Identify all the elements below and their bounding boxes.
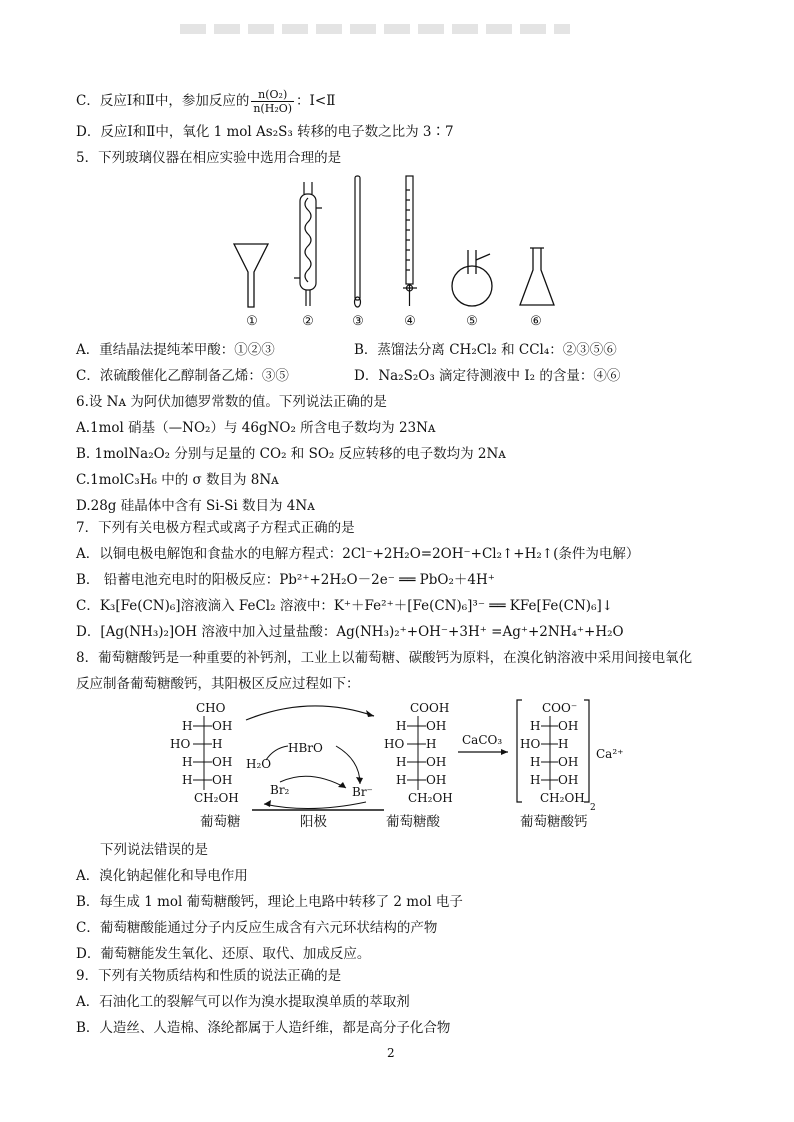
- q6-option-a: A.1mol 硝基（—NO₂）与 46gNO₂ 所含电子数均为 23Nᴀ: [76, 420, 436, 436]
- calcium-gluconate-structure: [517, 700, 623, 813]
- glassware-label-3: ③: [352, 314, 364, 329]
- fraction-numerator: n(O₂): [251, 88, 294, 102]
- q8-option-a: A．溴化钠起催化和导电作用: [76, 868, 248, 884]
- gluconic-row4-right: OH: [426, 773, 447, 787]
- q7-option-d: D．[Ag(NH₃)₂]OH 溶液中加入过量盐酸：Ag(NH₃)₂⁺+OH⁻+3H⁺ =Ag⁺+2NH₄⁺+H₂O: [76, 624, 624, 640]
- condenser-icon: [294, 182, 322, 306]
- glassware-label-4: ④: [404, 314, 416, 329]
- caco3-label: CaCO₃: [462, 733, 503, 747]
- q8-stem-line1: 8．葡萄糖酸钙是一种重要的补钙剂，工业上以葡萄糖、碳酸钙为原料，在溴化钠溶液中采用间接电氧化: [76, 650, 693, 666]
- bracket-subscript: 2: [590, 803, 596, 813]
- gluconic-row1-right: OH: [426, 719, 447, 733]
- bromine-label: Br₂: [270, 783, 290, 797]
- page-number: 2: [387, 1046, 395, 1060]
- caption-gluconic-acid: 葡萄糖酸: [386, 814, 440, 830]
- anode-reaction-diagram: [160, 698, 640, 828]
- oxidation-arrow: [246, 706, 374, 720]
- glucose-row4-left: H: [182, 773, 193, 787]
- q6-option-c: C.1molC₃H₆ 中的 σ 数目为 8Nᴀ: [76, 472, 279, 488]
- glucose-row4-right: OH: [212, 773, 233, 787]
- q5-option-b: B．蒸馏法分离 CH₂Cl₂ 和 CCl₄：②③⑤⑥: [354, 342, 617, 358]
- q4-option-d: D．反应Ⅰ和Ⅱ中，氧化 1 mol As₂S₃ 转移的电子数之比为 3∶7: [76, 124, 454, 140]
- calcium-row4-left: H: [530, 773, 541, 787]
- q4-option-c-suffix: ：Ⅰ<Ⅱ: [296, 93, 336, 109]
- glassware-label-5: ⑤: [466, 314, 478, 329]
- glucose-row1-right: OH: [212, 719, 233, 733]
- water-label: H₂O: [246, 757, 272, 771]
- funnel-icon: [234, 244, 268, 307]
- fraction-denominator: n(H₂O): [253, 102, 293, 115]
- q8-sub-stem: 下列说法错误的是: [100, 842, 208, 858]
- q6-option-b: B. 1molNa₂O₂ 分别与足量的 CO₂ 和 SO₂ 反应转移的电子数均为 2Nᴀ: [76, 446, 506, 462]
- q6-option-d: D.28g 硅晶体中含有 Si-Si 数目为 4Nᴀ: [76, 498, 315, 514]
- gluconic-row1-left: H: [396, 719, 407, 733]
- calcium-top-group: COO⁻: [542, 701, 578, 715]
- glassware-label-1: ①: [246, 314, 258, 329]
- q7-option-b: B． 铅蓄电池充电时的阳极反应：Pb²⁺+2H₂O－2e⁻ ══ PbO₂＋4H⁺: [76, 572, 495, 588]
- caption-calcium-gluconate: 葡萄糖酸钙: [520, 814, 588, 830]
- gluconic-row3-left: H: [396, 755, 407, 769]
- glucose-row1-left: H: [182, 719, 193, 733]
- gluconic-acid-structure: [384, 701, 453, 805]
- q4-option-c: [76, 88, 335, 115]
- q8-option-d: D．葡萄糖能发生氧化、还原、取代、加成反应。: [76, 946, 371, 962]
- distilling-flask-icon: [452, 250, 492, 306]
- q5-option-c: C．浓硫酸催化乙醇制备乙烯：③⑤: [76, 368, 289, 384]
- q7-stem: 7．下列有关电极方程式或离子方程式正确的是: [76, 520, 355, 536]
- q5-option-d: D．Na₂S₂O₃ 滴定待测液中 I₂ 的含量：④⑥: [354, 368, 621, 384]
- gluconic-bottom-group: CH₂OH: [408, 791, 453, 805]
- q7-option-c: C．K₃[Fe(CN)₆]溶液滴入 FeCl₂ 溶液中：K⁺＋Fe²⁺＋[Fe(CN)₆]³⁻ ══ KFe[Fe(CN)₆]↓: [76, 598, 614, 614]
- glucose-row2-left: HO: [170, 737, 191, 751]
- calcium-row3-left: H: [530, 755, 541, 769]
- q8-option-c: C．葡萄糖酸能通过分子内反应生成含有六元环状结构的产物: [76, 920, 438, 936]
- gluconic-row4-left: H: [396, 773, 407, 787]
- calcium-row2-left: HO: [520, 737, 541, 751]
- q5-stem: 5．下列玻璃仪器在相应实验中选用合理的是: [76, 150, 342, 166]
- burette-icon: [403, 176, 417, 306]
- glucose-row2-right: H: [212, 737, 223, 751]
- calcium-bottom-group: CH₂OH: [540, 791, 585, 805]
- q9-option-a: A．石油化工的裂解气可以作为溴水提取溴单质的萃取剂: [76, 994, 410, 1010]
- q8-stem-line2: 反应制备葡萄糖酸钙，其阳极区反应过程如下：: [76, 676, 360, 692]
- glassware-label-6: ⑥: [530, 314, 542, 329]
- q7-option-a: A．以铜电极电解饱和食盐水的电解方程式：2Cl⁻+2H₂O=2OH⁻+Cl₂↑+H₂↑(条件为电解）: [76, 546, 640, 562]
- conical-flask-icon: [520, 248, 554, 305]
- q6-stem: 6.设 Nᴀ 为阿伏加德罗常数的值。下列说法正确的是: [76, 394, 387, 410]
- calcium-ion-label: Ca²⁺: [596, 747, 624, 761]
- ratio-fraction: [251, 88, 294, 115]
- q5-option-a: A．重结晶法提纯苯甲酸：①②③: [76, 342, 275, 358]
- gluconic-row2-left: HO: [384, 737, 405, 751]
- gluconic-top-group: COOH: [410, 701, 450, 715]
- glucose-structure: [170, 701, 239, 805]
- glucose-row3-left: H: [182, 755, 193, 769]
- calcium-row1-right: OH: [558, 719, 579, 733]
- calcium-row1-left: H: [530, 719, 541, 733]
- hbro-label: HBrO: [288, 741, 323, 755]
- q4-option-c-prefix: C．反应Ⅰ和Ⅱ中，参加反应的: [76, 93, 250, 109]
- q9-stem: 9．下列有关物质结构和性质的说法正确的是: [76, 968, 342, 984]
- caption-glucose: 葡萄糖: [200, 814, 241, 830]
- calcium-row4-right: OH: [558, 773, 579, 787]
- bromide-label: Br⁻: [352, 785, 373, 799]
- calcium-row3-right: OH: [558, 755, 579, 769]
- glucose-top-group: CHO: [196, 701, 226, 715]
- thermometer-icon: [355, 176, 361, 307]
- gluconic-row3-right: OH: [426, 755, 447, 769]
- page-header-band: [180, 24, 570, 34]
- glucose-bottom-group: CH₂OH: [194, 791, 239, 805]
- gluconic-row2-right: H: [426, 737, 437, 751]
- glassware-figure: [220, 170, 580, 315]
- calcium-row2-right: H: [558, 737, 569, 751]
- caption-anode: 阳极: [300, 814, 327, 830]
- q8-option-b: B．每生成 1 mol 葡萄糖酸钙，理论上电路中转移了 2 mol 电子: [76, 894, 463, 910]
- q9-option-b: B．人造丝、人造棉、涤纶都属于人造纤维，都是高分子化合物: [76, 1020, 451, 1036]
- glassware-label-2: ②: [302, 314, 314, 329]
- glucose-row3-right: OH: [212, 755, 233, 769]
